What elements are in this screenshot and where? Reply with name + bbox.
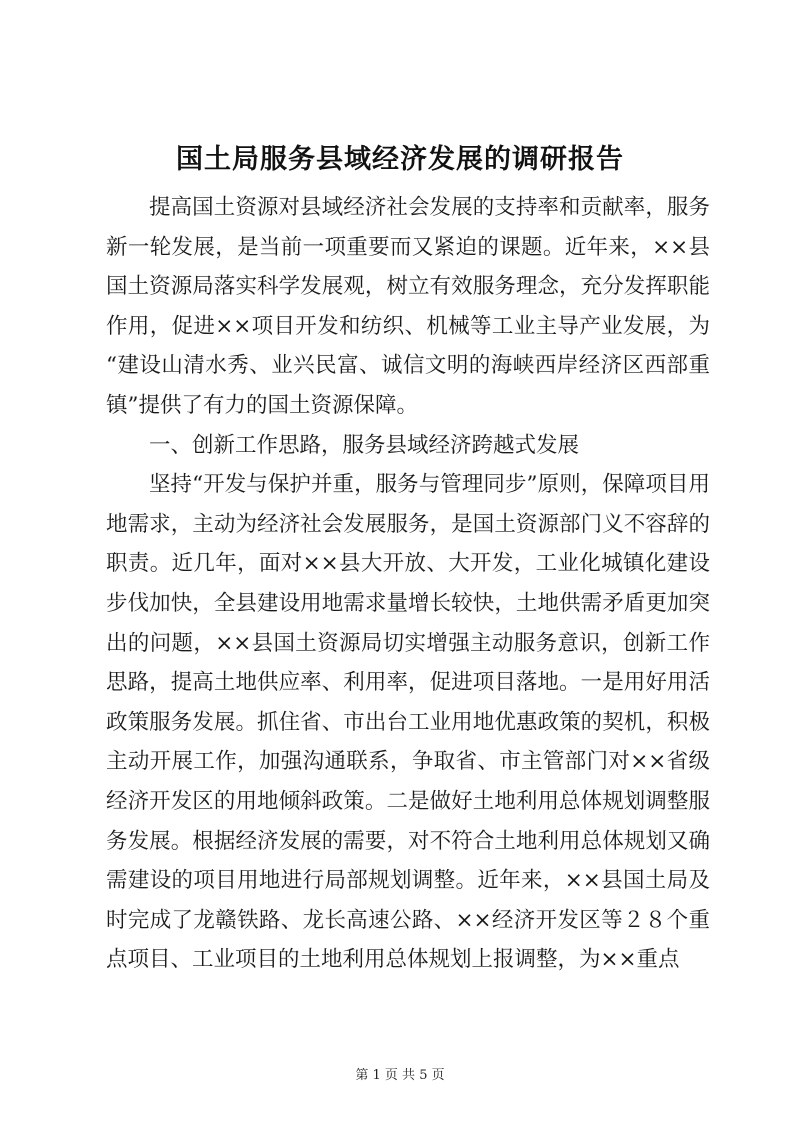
document-title: 国土局服务县域经济发展的调研报告 [176,144,624,175]
page-number: 第 1 页 共 5 页 [355,1068,445,1083]
body-paragraph-1: 坚持“开发与保护并重，服务与管理同步”原则，保障项目用地需求，主动为经济社会发展服务，是国土资源部门义不容辞的职责。近几年，面对××县大开放、大开发，工业化城镇化建设步伐加快，全县建设用地需求量增长较快，土地供需矛盾更加突出的问题，××县国土资源局切实增强主动服务意识，创新工作思路，提高土地供应率、利用率，促进项目落地。一是用好用活政策服务发展。抓住省、市出台工业用地优惠政策的契机，积极主动开展工作，加强沟通联系，争取省、市主管部门对××省级经济开发区的用地倾斜政策。二是做好土地利用总体规划调整服务发展。根据经济发展的需要，对不符合土地利用总体规划又确需建设的项目用地进行局部规划调整。近年来，××县国土局及时完成了龙赣铁路、龙长高速公路、××经济开发区等２８个重点项目、工业项目的土地利用总体规划上报调整，为××重点 [106,472,710,973]
document-body [106,188,710,980]
intro-paragraph: 提高国土资源对县域经济社会发展的支持率和贡献率，服务新一轮发展，是当前一项重要而又紧迫的课题。近年来，××县国土资源局落实科学发展观，树立有效服务理念，充分发挥职能作用，促进××项目开发和纺织、机械等工业主导产业发展，为“建设山清水秀、业兴民富、诚信文明的海峡西岸经济区西部重镇”提供了有力的国土资源保障。 [106,195,710,418]
section-heading-1: 一、创新工作思路，服务县域经济跨越式发展 [149,432,580,458]
